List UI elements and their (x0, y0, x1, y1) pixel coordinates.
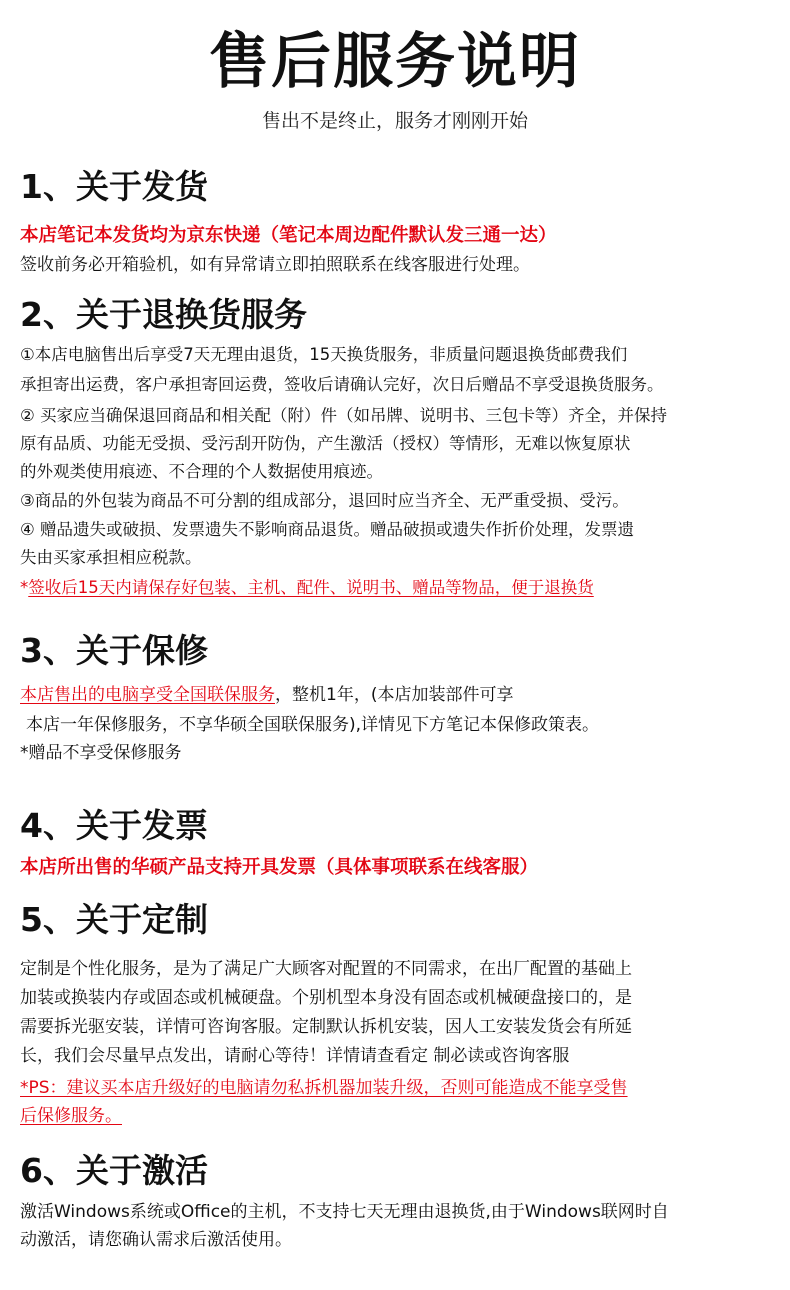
section-3-line-3: *赠品不享受保修服务 (20, 743, 182, 763)
section-4-heading: 4、关于发票 (20, 806, 208, 845)
section-5-heading: 5、关于定制 (20, 900, 208, 939)
section-2-line: ③商品的外包装为商品不可分割的组成部分，退回时应当齐全、无严重受损、受污。 (20, 491, 629, 510)
section-2-line: ④ 赠品遗失或破损、发票遗失不影响商品退货。赠品破损或遗失作折价处理，发票遗 (20, 520, 635, 539)
section-2-line: 的外观类使用痕迹、不合理的个人数据使用痕迹。 (20, 462, 383, 481)
page-title: 售后服务说明 (209, 27, 581, 97)
section-5-line: 加装或换装内存或固态或机械硬盘。个别机型本身没有固态或机械硬盘接口的，是 (20, 988, 632, 1008)
section-5-line: 长，我们会尽量早点发出，请耐心等待！详情请查看定 制必读或咨询客服 (20, 1046, 570, 1066)
section-6-line: 动激活，请您确认需求后激活使用。 (20, 1230, 292, 1250)
section-5-ps-text: *PS：建议买本店升级好的电脑请勿私拆机器加装升级，否则可能造成不能享受售 (20, 1078, 628, 1098)
section-3-rest-text: ，整机1年，(本店加装部件可享 (275, 685, 514, 705)
section-3-red-text: 本店售出的电脑享受全国联保服务 (20, 685, 275, 705)
section-2-heading: 2、关于退换货服务 (20, 295, 307, 334)
section-5-ps-line (20, 1076, 628, 1100)
page-subtitle: 售出不是终止，服务才刚刚开始 (261, 110, 528, 132)
section-3-line-1 (20, 683, 513, 707)
section-5-line: 需要拆光驱安装，详情可咨询客服。定制默认拆机安装，因人工安装发货会有所延 (20, 1017, 632, 1037)
section-5-ps-text: 后保修服务。 (20, 1106, 122, 1126)
section-4-red-line: 本店所出售的华硕产品支持开具发票（具体事项联系在线客服） (20, 857, 539, 878)
section-2-line: ①本店电脑售出后享受7天无理由退货，15天换货服务，非质量问题退换货邮费我们 (20, 345, 628, 364)
section-6-line: 激活Windows系统或Office的主机，不支持七天无理由退换货,由于Windows联网时自 (20, 1202, 669, 1222)
section-5-ps-line (20, 1104, 122, 1128)
section-2-note-text: 签收后15天内请保存好包装、主机、配件、说明书、赠品等物品，便于退换货 (28, 578, 594, 597)
section-2-line: ② 买家应当确保退回商品和相关配（附）件（如吊牌、说明书、三包卡等）齐全，并保持 (20, 406, 668, 425)
section-2-line: 承担寄出运费，客户承担寄回运费，签收后请确认完好，次日后赠品不享受退换货服务。 (20, 375, 664, 394)
section-1-red-line: 本店笔记本发货均为京东快递（笔记本周边配件默认发三通一达） (20, 225, 557, 246)
section-2-note (20, 576, 594, 600)
section-5-line: 定制是个性化服务，是为了满足广大顾客对配置的不同需求，在出厂配置的基础上 (20, 959, 632, 979)
section-3-heading: 3、关于保修 (20, 631, 208, 670)
note-asterisk: * (20, 578, 29, 597)
section-3-line-2: 本店一年保修服务，不享华硕全国联保服务),详情见下方笔记本保修政策表。 (26, 715, 600, 735)
section-1-line: 签收前务必开箱验机，如有异常请立即拍照联系在线客服进行处理。 (20, 255, 530, 275)
section-2-line: 失由买家承担相应税款。 (20, 548, 202, 567)
section-1-heading: 1、关于发货 (20, 167, 208, 206)
section-2-line: 原有品质、功能无受损、受污刮开防伪，产生激活（授权）等情形，无难以恢复原状 (20, 434, 631, 453)
section-6-heading: 6、关于激活 (20, 1151, 208, 1190)
